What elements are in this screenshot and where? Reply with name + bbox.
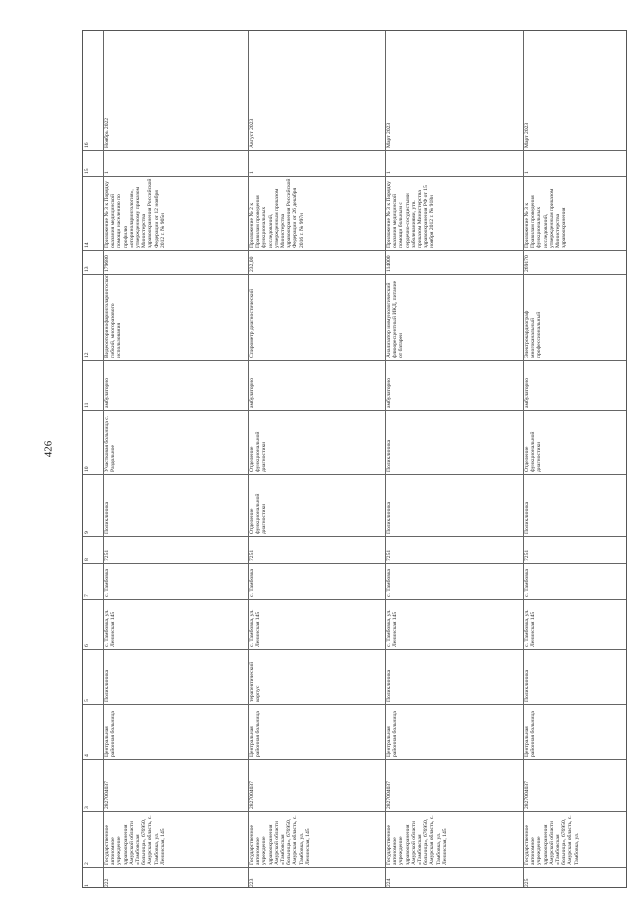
column-number-7-text: 7 (84, 594, 90, 597)
column-number-8 (83, 536, 103, 563)
cell-qty (385, 150, 523, 176)
cell-inn-text: 2827004037 (104, 781, 110, 809)
cell-department (248, 410, 385, 474)
cell-code-text: 7251 (104, 549, 110, 561)
cell-org (248, 811, 385, 867)
cell-cost (103, 250, 248, 274)
cell-qty-text: 1 (386, 171, 392, 174)
column-number-16-text: 16 (84, 142, 90, 148)
cell-date-text: Март 2023 (386, 122, 392, 148)
cell-facility-text: Центральная районная больница (104, 711, 117, 757)
column-number-10 (83, 410, 103, 474)
cell-inn (523, 759, 628, 811)
cell-facility (523, 704, 628, 759)
column-number-15 (83, 150, 103, 176)
cell-org-text: Государственное автономное учреждение здравоохранения Амурской области «Тамбовская больница», 676950, Амурская область, с. Тамбовка, ул. Ленинская, 145 (104, 815, 166, 865)
cell-num-text: 223 (249, 878, 255, 887)
cell-locality (385, 563, 523, 599)
cell-equipment (523, 274, 628, 360)
cell-code (523, 536, 628, 563)
cell-date (103, 81, 248, 150)
cell-date-text: Ноябрь 2022 (104, 117, 110, 148)
cell-facility (248, 704, 385, 759)
cell-qty (103, 150, 248, 176)
cell-department (523, 410, 628, 474)
cell-equipment-text: Видеооторинофаринголарингоскоп гибкий, многоразового использования (104, 274, 123, 358)
cell-date (523, 81, 628, 150)
cell-org-text: Государственное автономное учреждение здравоохранения Амурской области «Тамбовская больница», 676950, Амурская область, с. Тамбовка, ул. Ленинская, 145 (386, 815, 448, 865)
cell-type-text: амбулаторно (524, 377, 530, 408)
cell-unit-text: Поликлиника (386, 501, 392, 534)
column-number-14 (83, 176, 103, 250)
column-number-5 (83, 649, 103, 704)
cell-cost-text: 114000 (386, 255, 392, 272)
cell-qty-text: 1 (104, 171, 110, 174)
cell-facility-text: Центральная районная больница (249, 711, 262, 757)
cell-inn-text: 2827004037 (386, 781, 392, 809)
cell-type (103, 360, 248, 410)
cell-type-text: амбулаторно (386, 377, 392, 408)
cell-type-text: амбулаторно (104, 377, 110, 408)
column-number-4-text: 4 (84, 754, 90, 757)
column-number-1 (83, 867, 103, 889)
cell-num-text: 222 (104, 878, 110, 887)
cell-org (103, 811, 248, 867)
cell-cost-text: 232,00 (249, 256, 255, 272)
cell-building-text: терапевтический корпус (249, 661, 262, 702)
cell-department-text: Отделение функциональной диагностики (524, 431, 543, 472)
cell-building-text: Поликлиника (524, 669, 530, 702)
cell-code-text: 7251 (386, 549, 392, 561)
cell-unit-text: Отделение функциональной диагностики (249, 493, 268, 534)
cell-num (248, 867, 385, 889)
cell-locality (523, 563, 628, 599)
cell-basis-text: Приложение № 3 к Порядку оказания медицинской помощи больным с сердечно-сосудистыми заболеваниями, утв. приказом Министерства здравоохранения РФ от 15 ноября 2012 г. № 918н (386, 181, 436, 248)
cell-num (523, 867, 628, 889)
cell-qty-text: 1 (249, 171, 255, 174)
cell-unit (523, 474, 628, 536)
cell-address-text: с. Тамбовка, ул. Ленинская 145 (386, 609, 399, 647)
cell-inn (248, 759, 385, 811)
cell-department-text: Участковая больница с. Раздольное (104, 415, 117, 472)
cell-type (523, 360, 628, 410)
cell-unit (103, 474, 248, 536)
cell-department-text: Поликлиника (386, 439, 392, 472)
cell-cost (523, 250, 628, 274)
cell-cost-text: 269170 (524, 255, 530, 272)
cell-basis-text: Приложение № 2 к Правилам проведения функциональных исследований, утвержденным приказом Министерства здравоохранения Российской Федерации от 26 декабря 2016 г. № 997н (249, 178, 305, 248)
column-number-3-text: 3 (84, 806, 90, 809)
cell-department (385, 410, 523, 474)
cell-num (103, 867, 248, 889)
cell-equipment (385, 274, 523, 360)
cell-facility-text: Центральная районная больница (524, 711, 537, 757)
cell-qty (248, 150, 385, 176)
column-number-12 (83, 274, 103, 360)
column-number-11 (83, 360, 103, 410)
page-number: 426 (42, 440, 55, 458)
cell-address-text: с. Тамбовка, ул. Ленинская 145 (249, 609, 262, 647)
column-number-9 (83, 474, 103, 536)
cell-address (248, 599, 385, 649)
cell-building (248, 649, 385, 704)
cell-equipment-text: Анализатор иммунологический флюоресцентный ИКД, питание от батареи (386, 280, 405, 358)
column-number-13-text: 13 (84, 266, 90, 272)
column-number-5-text: 5 (84, 699, 90, 702)
column-number-1-text: 1 (84, 884, 90, 887)
column-number-6 (83, 599, 103, 649)
cell-basis (103, 176, 248, 250)
cell-code (103, 536, 248, 563)
cell-num-text: 225 (524, 878, 530, 887)
cell-basis (248, 176, 385, 250)
cell-locality-text: с. Тамбовка (249, 569, 255, 597)
cell-type (248, 360, 385, 410)
cell-unit-text: Поликлиника (104, 501, 110, 534)
cell-num-text: 224 (386, 878, 392, 887)
column-number-15-text: 15 (84, 168, 90, 174)
cell-basis (523, 176, 628, 250)
cell-date (385, 81, 523, 150)
column-number-7 (83, 563, 103, 599)
cell-equipment-text: Спирометр диагностический (249, 288, 255, 358)
cell-org (523, 811, 628, 867)
cell-locality-text: с. Тамбовка (104, 569, 110, 597)
cell-date-text: Март 2023 (524, 122, 530, 148)
cell-type (385, 360, 523, 410)
cell-basis-text: Приложение № 3 к Правилам проведения функциональных исследований, утвержденным приказом Министерства здравоохранения (524, 188, 568, 248)
cell-building (523, 649, 628, 704)
cell-inn-text: 2827004037 (524, 781, 530, 809)
cell-building (103, 649, 248, 704)
column-number-4 (83, 704, 103, 759)
cell-equipment (248, 274, 385, 360)
cell-facility (385, 704, 523, 759)
cell-qty-text: 1 (524, 171, 530, 174)
data-table (82, 30, 627, 888)
cell-unit-text: Поликлиника (524, 501, 530, 534)
column-number-10-text: 10 (84, 466, 90, 472)
cell-locality (103, 563, 248, 599)
column-number-12-text: 12 (84, 352, 90, 358)
cell-facility-text: Центральная районная больница (386, 711, 399, 757)
cell-code (248, 536, 385, 563)
cell-cost-text: 179680 (104, 255, 110, 272)
cell-code (385, 536, 523, 563)
column-number-9-text: 9 (84, 531, 90, 534)
cell-locality (248, 563, 385, 599)
cell-code-text: 7251 (524, 549, 530, 561)
cell-inn (103, 759, 248, 811)
column-number-13 (83, 250, 103, 274)
cell-org (385, 811, 523, 867)
cell-building-text: Поликлиника (104, 669, 110, 702)
cell-equipment-text: Электрокардиограф многоканальный профессиональный (524, 310, 543, 358)
cell-cost (385, 250, 523, 274)
column-number-2 (83, 811, 103, 867)
cell-address-text: с. Тамбовка, ул. Ленинская 145 (524, 609, 537, 647)
cell-address-text: с. Тамбовка, ул. Ленинская 145 (104, 609, 117, 647)
cell-org-text: Государственное автономное учреждение здравоохранения Амурской области «Тамбовская больница», 676950, Амурская область, с. Тамбовка, ул. (524, 815, 580, 865)
cell-num (385, 867, 523, 889)
cell-qty (523, 150, 628, 176)
cell-date-text: Август 2023 (249, 118, 255, 148)
cell-facility (103, 704, 248, 759)
cell-basis-text: Приложение № 3 к Порядку оказания медицинской помощи населению по профилю «оториноларингология», утвержденному приказом Министерства здравоохранения Российской Федерации от 12 ноября 2012 г. № 905н (104, 178, 166, 248)
column-number-8-text: 8 (84, 558, 90, 561)
cell-building (385, 649, 523, 704)
cell-inn (385, 759, 523, 811)
cell-org-text: Государственное автономное учреждение здравоохранения Амурской области «Тамбовская больница», 676950, Амурская область, с. Тамбовка, ул. Ленинская, 145 (249, 815, 311, 865)
cell-locality-text: с. Тамбовка (524, 569, 530, 597)
cell-inn-text: 2827004037 (249, 781, 255, 809)
column-number-3 (83, 759, 103, 811)
cell-type-text: амбулаторно (249, 377, 255, 408)
cell-code-text: 7251 (249, 549, 255, 561)
cell-department (103, 410, 248, 474)
cell-unit (385, 474, 523, 536)
cell-address (103, 599, 248, 649)
cell-address (385, 599, 523, 649)
column-number-2-text: 2 (84, 862, 90, 865)
cell-basis (385, 176, 523, 250)
column-number-14-text: 14 (84, 242, 90, 248)
column-number-11-text: 11 (84, 402, 90, 408)
cell-date (248, 81, 385, 150)
column-number-16 (83, 81, 103, 150)
cell-locality-text: с. Тамбовка (386, 569, 392, 597)
cell-building-text: Поликлиника (386, 669, 392, 702)
cell-department-text: Отделение функциональной диагностики (249, 431, 268, 472)
cell-equipment (103, 274, 248, 360)
column-number-6-text: 6 (84, 644, 90, 647)
cell-address (523, 599, 628, 649)
cell-cost (248, 250, 385, 274)
cell-unit (248, 474, 385, 536)
